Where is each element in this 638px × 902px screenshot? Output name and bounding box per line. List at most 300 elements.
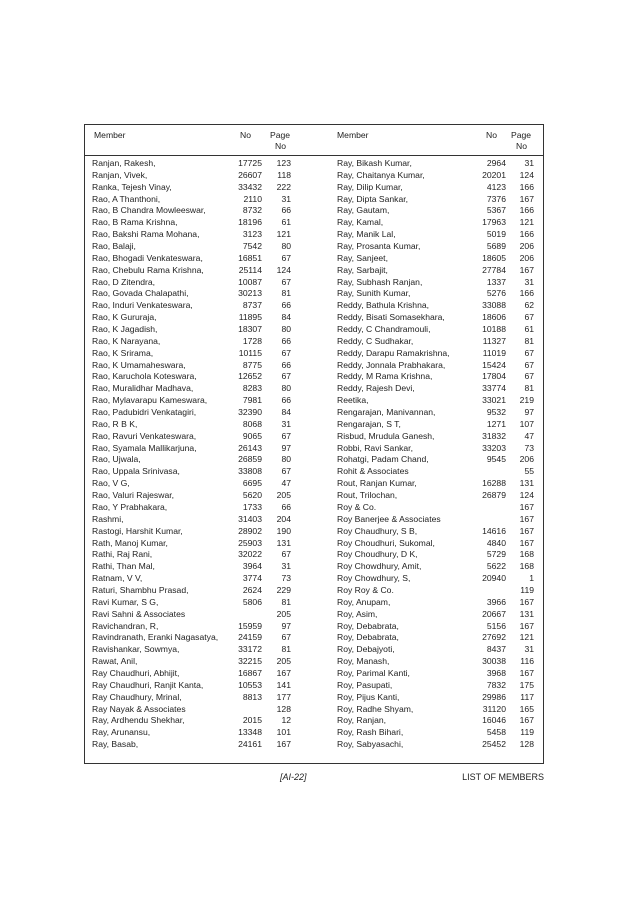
member-name: Ravichandran, R, — [92, 620, 159, 631]
member-name: Rout, Trilochan, — [337, 490, 398, 501]
member-row — [92, 609, 292, 621]
member-row — [92, 407, 292, 419]
member-name: Risbud, Mrudula Ganesh, — [337, 430, 435, 441]
page-number: 167 — [276, 739, 291, 750]
member-name: Rao, Bhogadi Venkateswara, — [92, 252, 203, 263]
left-member-header: Member — [94, 130, 126, 140]
member-row — [92, 656, 292, 668]
page-number: 128 — [276, 703, 291, 714]
page-number: 204 — [276, 513, 291, 524]
member-name: Reddy, Darapu Ramakrishna, — [337, 347, 450, 358]
member-name: Ray, Manik Lal, — [337, 229, 396, 240]
page-number: 67 — [281, 371, 291, 382]
member-name: Rout, Ranjan Kumar, — [337, 478, 417, 489]
member-row — [92, 739, 292, 751]
page-number: 219 — [519, 395, 534, 406]
page-number: 141 — [276, 679, 291, 690]
page-number: 168 — [519, 549, 534, 560]
member-name: Roy Banerjee & Associates — [337, 513, 441, 524]
member-number: 8737 — [242, 300, 262, 311]
page-number: 47 — [524, 430, 534, 441]
member-number: 7981 — [242, 395, 262, 406]
member-row — [337, 383, 534, 395]
right-no-header: No — [486, 130, 497, 140]
member-name: Ravi Kumar, S G, — [92, 596, 159, 607]
member-number: 27784 — [482, 264, 506, 275]
member-number: 3964 — [242, 561, 262, 572]
member-row — [92, 431, 292, 443]
member-name: Ray, Gautam, — [337, 205, 390, 216]
member-number: 8775 — [242, 359, 262, 370]
page-number: 97 — [524, 407, 534, 418]
page-number: 167 — [519, 667, 534, 678]
member-name: Reetika, — [337, 395, 369, 406]
page-number: 80 — [281, 454, 291, 465]
member-number: 10087 — [238, 276, 262, 287]
member-row — [337, 692, 534, 704]
member-row — [337, 217, 534, 229]
page-number: 12 — [281, 715, 291, 726]
member-number: 31403 — [238, 513, 262, 524]
page-number: 222 — [276, 181, 291, 192]
page-number: 131 — [276, 537, 291, 548]
member-row — [92, 312, 292, 324]
member-name: Roy, Parimal Kanti, — [337, 667, 410, 678]
left-no-header: No — [240, 130, 251, 140]
member-row — [337, 454, 534, 466]
member-number: 2015 — [242, 715, 262, 726]
member-row — [92, 348, 292, 360]
member-number: 4840 — [486, 537, 506, 548]
member-row — [92, 277, 292, 289]
member-number: 8437 — [486, 644, 506, 655]
member-name: Rengarajan, S T, — [337, 418, 401, 429]
member-number: 3123 — [242, 229, 262, 240]
member-row — [92, 158, 292, 170]
page-number: 131 — [519, 478, 534, 489]
member-name: Roy, Pijus Kanti, — [337, 691, 400, 702]
page-number: 66 — [281, 359, 291, 370]
member-number: 6695 — [242, 478, 262, 489]
member-row — [92, 170, 292, 182]
member-row — [337, 407, 534, 419]
member-name: Rao, Mylavarapu Kameswara, — [92, 395, 208, 406]
member-name: Ray Nayak & Associates — [92, 703, 186, 714]
page-number: 67 — [281, 632, 291, 643]
member-row — [92, 597, 292, 609]
member-name: Rao, K Narayana, — [92, 335, 161, 346]
page-number: 167 — [519, 715, 534, 726]
member-name: Ray, Ardhendu Shekhar, — [92, 715, 185, 726]
member-row — [92, 715, 292, 727]
member-name: Rao, A Thanthoni, — [92, 193, 161, 204]
member-number: 33203 — [482, 442, 506, 453]
page-number: 124 — [519, 169, 534, 180]
member-row — [92, 668, 292, 680]
page-number: 119 — [520, 584, 534, 595]
member-row — [92, 324, 292, 336]
member-name: Reddy, M Rama Krishna, — [337, 371, 433, 382]
member-row — [92, 561, 292, 573]
member-name: Rao, Y Prabhakara, — [92, 501, 168, 512]
member-name: Roy Chowdhury, Amit, — [337, 561, 422, 572]
member-name: Rao, Muralidhar Madhava, — [92, 383, 194, 394]
member-name: Rao, Bakshi Rama Mohana, — [92, 229, 200, 240]
member-name: Ranka, Tejesh Vinay, — [92, 181, 172, 192]
member-row — [92, 371, 292, 383]
page-number: 205 — [276, 608, 291, 619]
member-row — [337, 585, 534, 597]
member-name: Roy, Anupam, — [337, 596, 391, 607]
page-number: 67 — [281, 276, 291, 287]
member-name: Roy, Asim, — [337, 608, 378, 619]
member-number: 8068 — [242, 418, 262, 429]
member-number: 33808 — [238, 466, 262, 477]
member-row — [337, 715, 534, 727]
page-number: 119 — [520, 727, 534, 738]
member-name: Rao, Syamala Mallikarjuna, — [92, 442, 197, 453]
member-number: 25114 — [238, 264, 262, 275]
member-name: Ray, Basab, — [92, 739, 139, 750]
member-name: Ray, Arunansu, — [92, 727, 151, 738]
member-number: 17725 — [238, 158, 262, 168]
page-number: 31 — [524, 158, 534, 168]
member-name: Roy Chowdhury, S, — [337, 573, 411, 584]
member-number: 14616 — [482, 525, 506, 536]
page-number: 205 — [276, 490, 291, 501]
page-number: 101 — [276, 727, 291, 738]
member-row — [92, 704, 292, 716]
member-name: Rastogi, Harshit Kumar, — [92, 525, 183, 536]
member-number: 2110 — [243, 193, 262, 204]
member-name: Roy Choudhuri, Sukomal, — [337, 537, 435, 548]
member-number: 9065 — [242, 430, 262, 441]
member-number: 5276 — [486, 288, 506, 299]
page-number: 81 — [281, 596, 291, 607]
page-number: 205 — [276, 656, 291, 667]
member-name: Reddy, Rajesh Devi, — [337, 383, 415, 394]
member-number: 5156 — [486, 620, 506, 631]
member-name: Rao, Ujwala, — [92, 454, 141, 465]
member-name: Reddy, Bisati Somasekhara, — [337, 312, 445, 323]
member-number: 29986 — [482, 691, 506, 702]
page-number: 66 — [281, 335, 291, 346]
header-divider — [84, 155, 544, 156]
page-number: 80 — [281, 383, 291, 394]
member-name: Rawat, Anil, — [92, 656, 138, 667]
page-number: 81 — [281, 288, 291, 299]
member-number: 27692 — [482, 632, 506, 643]
member-number: 24161 — [238, 739, 262, 750]
page-number: 61 — [281, 217, 291, 228]
member-name: Reddy, Bathula Krishna, — [337, 300, 430, 311]
member-name: Rathi, Raj Rani, — [92, 549, 153, 560]
member-name: Rohatgi, Padam Chand, — [337, 454, 429, 465]
member-number: 31120 — [482, 703, 506, 714]
page-number: 67 — [524, 359, 534, 370]
member-number: 9532 — [486, 407, 506, 418]
member-row — [337, 514, 534, 526]
member-row — [337, 253, 534, 265]
member-name: Ravi Sahni & Associates — [92, 608, 186, 619]
member-row — [337, 431, 534, 443]
page-number: 84 — [281, 407, 291, 418]
member-row — [337, 727, 534, 739]
page-number: 97 — [281, 620, 291, 631]
page-number: 167 — [519, 596, 534, 607]
member-row — [92, 478, 292, 490]
member-row — [92, 360, 292, 372]
member-name: Ray, Subhash Ranjan, — [337, 276, 423, 287]
member-name: Rao, Karuchola Koteswara, — [92, 371, 197, 382]
member-name: Ray Chaudhuri, Ranjit Kanta, — [92, 679, 204, 690]
member-number: 17963 — [482, 217, 506, 228]
page-number: 177 — [276, 691, 291, 702]
page-number: 168 — [519, 561, 534, 572]
page-number: 167 — [519, 537, 534, 548]
section-title: LIST OF MEMBERS — [462, 772, 544, 782]
page-number: 165 — [519, 703, 534, 714]
page-number: 55 — [524, 466, 534, 477]
member-row — [337, 371, 534, 383]
page-number: 167 — [276, 667, 291, 678]
page-number: 1 — [529, 573, 534, 584]
page-number: 116 — [520, 656, 534, 667]
member-name: Ray, Sunith Kumar, — [337, 288, 411, 299]
member-row — [337, 336, 534, 348]
member-row — [92, 514, 292, 526]
member-number: 20940 — [482, 573, 506, 584]
member-row — [92, 585, 292, 597]
member-row — [92, 538, 292, 550]
member-number: 16046 — [482, 715, 506, 726]
member-row — [92, 502, 292, 514]
member-number: 20667 — [482, 608, 506, 619]
member-number: 5689 — [486, 241, 506, 252]
member-number: 33021 — [482, 395, 506, 406]
member-row — [92, 419, 292, 431]
member-number: 18605 — [482, 252, 506, 263]
member-row — [92, 253, 292, 265]
page-number: 80 — [281, 324, 291, 335]
member-name: Ray, Chaitanya Kumar, — [337, 169, 425, 180]
member-number: 3966 — [486, 596, 506, 607]
page-number: 84 — [281, 312, 291, 323]
member-name: Rao, K Jagadish, — [92, 324, 158, 335]
member-name: Roy, Pasupati, — [337, 679, 393, 690]
member-row — [337, 205, 534, 217]
member-row — [92, 383, 292, 395]
member-row — [337, 265, 534, 277]
member-row — [337, 739, 534, 751]
member-number: 5458 — [486, 727, 506, 738]
member-number: 9545 — [486, 454, 506, 465]
right-page-no-header: No — [516, 141, 527, 151]
member-row — [337, 561, 534, 573]
member-number: 26607 — [238, 169, 262, 180]
member-name: Rao, B Chandra Mowleeswar, — [92, 205, 206, 216]
page-number: 31 — [524, 276, 534, 287]
page-number: 67 — [524, 347, 534, 358]
member-number: 33088 — [482, 300, 506, 311]
member-number: 11895 — [238, 312, 262, 323]
member-row — [92, 265, 292, 277]
member-number: 10553 — [238, 679, 262, 690]
member-number: 18606 — [482, 312, 506, 323]
left-page-header: Page — [270, 130, 291, 140]
member-number: 1271 — [486, 418, 506, 429]
member-row — [92, 194, 292, 206]
page-number: 131 — [519, 608, 534, 619]
page-number: 229 — [276, 584, 291, 595]
page-number: 66 — [281, 205, 291, 216]
member-name: Roy, Ranjan, — [337, 715, 387, 726]
right-member-header: Member — [337, 130, 369, 140]
member-number: 32215 — [238, 656, 262, 667]
member-row — [337, 490, 534, 502]
page-number: 167 — [519, 193, 534, 204]
page-number: 61 — [524, 324, 534, 335]
member-number: 8813 — [242, 691, 262, 702]
page-number: 121 — [276, 229, 291, 240]
member-row — [337, 632, 534, 644]
page-number: 124 — [519, 490, 534, 501]
member-row — [92, 573, 292, 585]
member-row — [337, 229, 534, 241]
page-number: 97 — [281, 442, 291, 453]
member-row — [92, 443, 292, 455]
member-name: Ravindranath, Eranki Nagasatya, — [92, 632, 219, 643]
page-number: 175 — [519, 679, 534, 690]
right-page-header: Page — [511, 130, 532, 140]
member-name: Roy, Sabyasachi, — [337, 739, 404, 750]
member-number: 26859 — [238, 454, 262, 465]
member-number: 16288 — [482, 478, 506, 489]
member-number: 17804 — [482, 371, 506, 382]
member-name: Roy & Co. — [337, 501, 377, 512]
member-number: 1728 — [242, 335, 262, 346]
member-name: Ray Chaudhury, Mrinal, — [92, 691, 182, 702]
member-name: Roy, Debabrata, — [337, 632, 399, 643]
member-row — [92, 205, 292, 217]
member-row — [337, 419, 534, 431]
member-row — [337, 668, 534, 680]
member-number: 5367 — [486, 205, 506, 216]
member-name: Ray, Bikash Kumar, — [337, 158, 412, 168]
member-number: 33432 — [238, 181, 262, 192]
page-number: 166 — [519, 181, 534, 192]
member-row — [337, 443, 534, 455]
page-number: 118 — [277, 169, 291, 180]
member-name: Roy Chaudhury, S B, — [337, 525, 418, 536]
member-row — [337, 621, 534, 633]
member-name: Ray, Dilip Kumar, — [337, 181, 403, 192]
page-number: 80 — [281, 241, 291, 252]
member-name: Rao, Balaji, — [92, 241, 136, 252]
member-name: Raturi, Shambhu Prasad, — [92, 584, 189, 595]
member-row — [337, 300, 534, 312]
member-row — [337, 241, 534, 253]
member-number: 10115 — [238, 347, 262, 358]
member-name: Rao, K Gururaja, — [92, 312, 157, 323]
member-row — [92, 549, 292, 561]
member-number: 5620 — [242, 490, 262, 501]
member-number: 11019 — [482, 347, 506, 358]
member-row — [337, 194, 534, 206]
member-name: Roy Choudhury, D K, — [337, 549, 418, 560]
member-row — [337, 680, 534, 692]
member-name: Rao, K Srirama, — [92, 347, 154, 358]
member-number: 5622 — [486, 561, 506, 572]
member-name: Rao, Ravuri Venkateswara, — [92, 430, 197, 441]
page-number: 67 — [281, 252, 291, 263]
page-number: 66 — [281, 501, 291, 512]
member-row — [337, 526, 534, 538]
page-number: 81 — [524, 383, 534, 394]
member-name: Rohit & Associates — [337, 466, 409, 477]
member-row — [337, 170, 534, 182]
page-number: 47 — [281, 478, 291, 489]
page-number: 67 — [281, 549, 291, 560]
page-number: 31 — [524, 644, 534, 655]
member-number: 7542 — [242, 241, 262, 252]
member-row — [337, 360, 534, 372]
member-name: Ratnam, V V, — [92, 573, 143, 584]
member-number: 25452 — [482, 739, 506, 750]
member-row — [92, 490, 292, 502]
member-row — [92, 632, 292, 644]
member-name: Ray, Kamal, — [337, 217, 384, 228]
member-row — [337, 312, 534, 324]
member-number: 3968 — [486, 667, 506, 678]
member-number: 33172 — [238, 644, 262, 655]
member-number: 16867 — [238, 667, 262, 678]
member-name: Rao, K Umamaheswara, — [92, 359, 186, 370]
member-name: Ray, Sarbajit, — [337, 264, 388, 275]
member-row — [92, 466, 292, 478]
member-number: 26143 — [238, 442, 262, 453]
member-row — [337, 478, 534, 490]
member-row — [92, 644, 292, 656]
member-name: Rao, B Rama Krishna, — [92, 217, 178, 228]
member-name: Ray, Dipta Sankar, — [337, 193, 409, 204]
page-number: 73 — [281, 573, 291, 584]
member-number: 30038 — [482, 656, 506, 667]
member-number: 31832 — [482, 430, 506, 441]
member-name: Reddy, C Sudhakar, — [337, 335, 414, 346]
member-name: Roy, Debajyoti, — [337, 644, 395, 655]
page-number: 121 — [519, 632, 534, 643]
member-name: Robbi, Ravi Sankar, — [337, 442, 413, 453]
member-row — [337, 656, 534, 668]
member-row — [337, 348, 534, 360]
page-number: 206 — [519, 252, 534, 263]
page-number: 123 — [276, 158, 291, 168]
page-number: 166 — [519, 288, 534, 299]
page-number: 67 — [524, 312, 534, 323]
member-number: 12652 — [238, 371, 262, 382]
member-row — [337, 609, 534, 621]
member-number: 1733 — [242, 501, 262, 512]
page-number: 31 — [281, 418, 291, 429]
member-name: Ranjan, Vivek, — [92, 169, 148, 180]
member-name: Rao, D Zitendra, — [92, 276, 156, 287]
member-number: 5019 — [486, 229, 506, 240]
page-number: 66 — [281, 300, 291, 311]
member-row — [92, 454, 292, 466]
member-name: Ray, Prosanta Kumar, — [337, 241, 421, 252]
page-number: 124 — [276, 264, 291, 275]
